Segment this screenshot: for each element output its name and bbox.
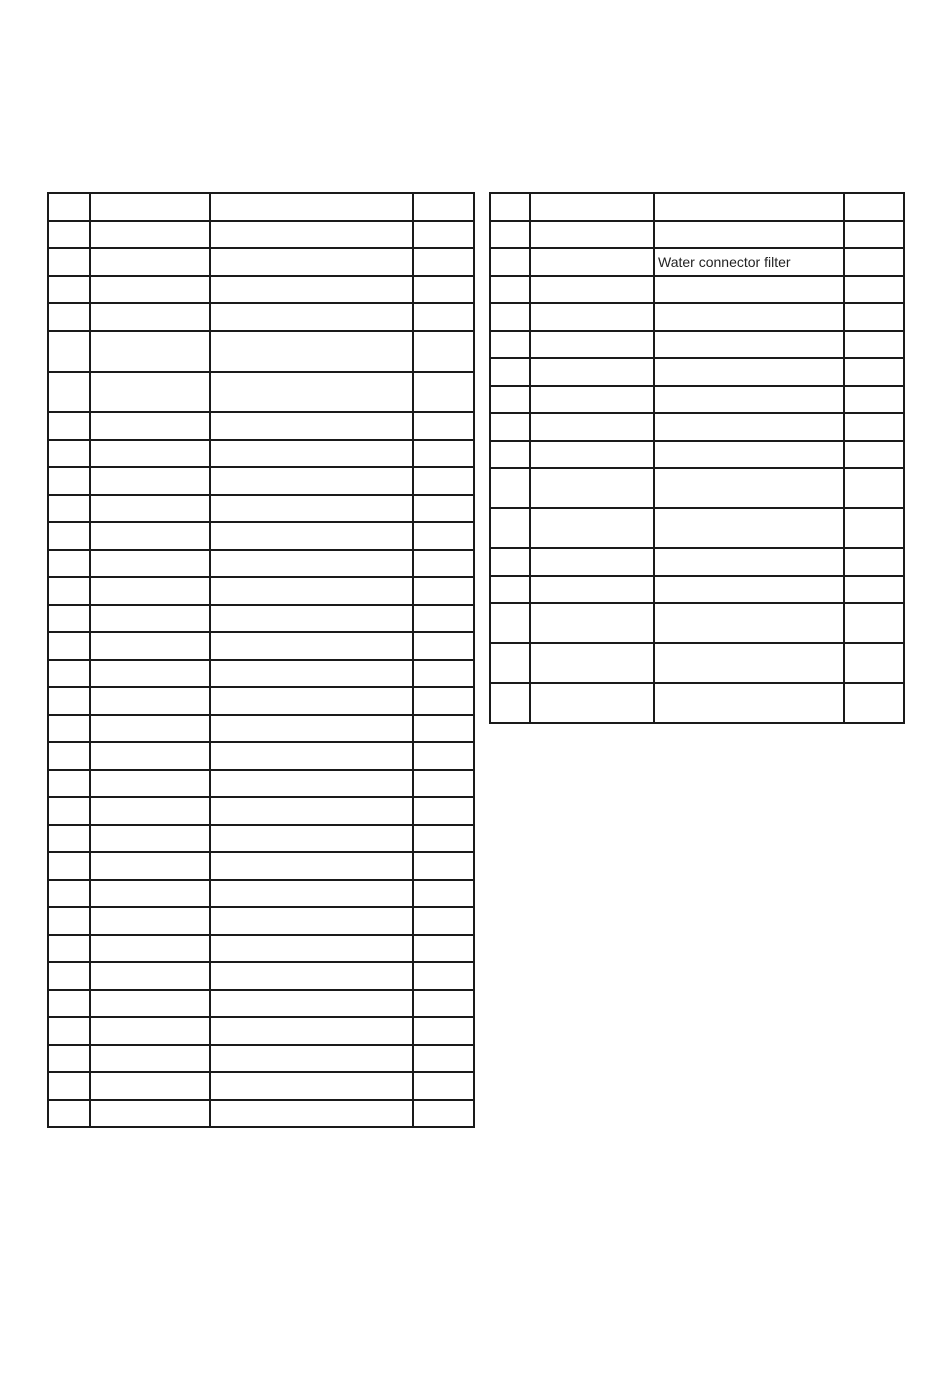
- item-no-cell: [490, 221, 530, 248]
- description-cell: [654, 386, 844, 413]
- item-no-cell: [48, 990, 90, 1017]
- quantity-cell: [844, 358, 904, 386]
- part-code-cell: [90, 825, 210, 852]
- part-code-cell: [530, 331, 654, 358]
- quantity-cell: [844, 413, 904, 441]
- description-cell: [654, 548, 844, 576]
- part-code-cell: [530, 193, 654, 221]
- quantity-cell: [413, 248, 474, 276]
- item-no-cell: [490, 386, 530, 413]
- quantity-cell: [413, 1072, 474, 1100]
- description-cell: [210, 221, 413, 248]
- item-no-cell: [48, 221, 90, 248]
- table-row: [48, 495, 474, 522]
- part-code-cell: [530, 508, 654, 548]
- description-cell: [210, 522, 413, 550]
- item-no-cell: [48, 440, 90, 467]
- quantity-cell: [413, 1100, 474, 1127]
- part-code-cell: [90, 467, 210, 495]
- part-code-cell: [90, 372, 210, 412]
- table-row: [490, 303, 904, 331]
- part-code-cell: [90, 907, 210, 935]
- description-cell: [210, 962, 413, 990]
- table-row: [490, 441, 904, 468]
- quantity-cell: [413, 687, 474, 715]
- item-no-cell: [490, 683, 530, 723]
- description-cell: [210, 440, 413, 467]
- description-cell: [210, 1017, 413, 1045]
- description-cell: [210, 412, 413, 440]
- table-row: [490, 468, 904, 508]
- table-row: [48, 770, 474, 797]
- description-cell: [654, 276, 844, 303]
- description-cell: [210, 880, 413, 907]
- quantity-cell: [844, 303, 904, 331]
- item-no-cell: [48, 577, 90, 605]
- item-no-cell: [48, 331, 90, 372]
- description-cell: [654, 413, 844, 441]
- description-cell: [210, 550, 413, 577]
- quantity-cell: [413, 303, 474, 331]
- table-row: [48, 550, 474, 577]
- description-cell: [210, 248, 413, 276]
- part-code-cell: [90, 660, 210, 687]
- quantity-cell: [413, 742, 474, 770]
- table-row: [490, 386, 904, 413]
- part-code-cell: [90, 1017, 210, 1045]
- item-no-cell: [48, 1072, 90, 1100]
- part-code-cell: [90, 331, 210, 372]
- table-row: [48, 467, 474, 495]
- part-code-cell: [90, 248, 210, 276]
- description-cell: [210, 935, 413, 962]
- part-code-cell: [530, 548, 654, 576]
- table-row: [490, 248, 904, 276]
- table-row: [48, 193, 474, 221]
- description-cell: [210, 276, 413, 303]
- description-cell: [210, 372, 413, 412]
- quantity-cell: [413, 331, 474, 372]
- table-row: [490, 193, 904, 221]
- quantity-cell: [844, 441, 904, 468]
- quantity-cell: [413, 495, 474, 522]
- item-no-cell: [490, 603, 530, 643]
- part-code-cell: [530, 468, 654, 508]
- description-cell: [210, 1100, 413, 1127]
- description-cell: [210, 687, 413, 715]
- item-no-cell: [490, 548, 530, 576]
- item-no-cell: [48, 935, 90, 962]
- quantity-cell: [844, 548, 904, 576]
- part-code-cell: [90, 605, 210, 632]
- item-no-cell: [490, 508, 530, 548]
- part-code-cell: [530, 303, 654, 331]
- item-no-cell: [490, 276, 530, 303]
- quantity-cell: [844, 331, 904, 358]
- table-row: [490, 331, 904, 358]
- quantity-cell: [844, 248, 904, 276]
- item-no-cell: [490, 643, 530, 683]
- part-code-cell: [90, 770, 210, 797]
- item-no-cell: [48, 770, 90, 797]
- part-code-cell: [90, 522, 210, 550]
- item-no-cell: [48, 1045, 90, 1072]
- table-row: [48, 522, 474, 550]
- description-cell: [654, 603, 844, 643]
- item-no-cell: [490, 468, 530, 508]
- table-row: [48, 221, 474, 248]
- item-no-cell: [490, 576, 530, 603]
- quantity-cell: [844, 193, 904, 221]
- quantity-cell: [413, 1045, 474, 1072]
- table-row: [48, 632, 474, 660]
- item-no-cell: [48, 687, 90, 715]
- item-no-cell: [48, 372, 90, 412]
- table-row: [490, 683, 904, 723]
- table-row: [490, 358, 904, 386]
- description-cell: [210, 577, 413, 605]
- table-row: [490, 508, 904, 548]
- quantity-cell: [413, 825, 474, 852]
- description-cell: [210, 193, 413, 221]
- description-cell: [654, 576, 844, 603]
- description-cell: [654, 221, 844, 248]
- item-no-cell: [48, 303, 90, 331]
- part-code-cell: [90, 632, 210, 660]
- description-cell: [210, 303, 413, 331]
- table-row: [48, 248, 474, 276]
- table-row: [48, 1072, 474, 1100]
- table-row: [48, 303, 474, 331]
- table-row: [48, 715, 474, 742]
- item-no-cell: [48, 907, 90, 935]
- part-code-cell: [90, 440, 210, 467]
- table-row: [48, 742, 474, 770]
- table-row: [490, 548, 904, 576]
- table-row: [48, 880, 474, 907]
- quantity-cell: [413, 632, 474, 660]
- part-code-cell: [90, 797, 210, 825]
- description-cell: [210, 660, 413, 687]
- part-code-cell: [530, 643, 654, 683]
- table-row: [490, 576, 904, 603]
- item-no-cell: [48, 1017, 90, 1045]
- part-code-cell: [90, 880, 210, 907]
- item-no-cell: [48, 412, 90, 440]
- description-cell: [654, 358, 844, 386]
- table-row: [48, 440, 474, 467]
- table-row: [490, 276, 904, 303]
- item-no-cell: [48, 880, 90, 907]
- part-code-cell: [90, 276, 210, 303]
- description-cell: [654, 508, 844, 548]
- part-code-cell: [90, 1072, 210, 1100]
- quantity-cell: [844, 468, 904, 508]
- part-code-cell: [530, 603, 654, 643]
- description-cell: [210, 632, 413, 660]
- part-code-cell: [530, 221, 654, 248]
- item-no-cell: [48, 1100, 90, 1127]
- quantity-cell: [413, 412, 474, 440]
- quantity-cell: [413, 372, 474, 412]
- description-cell: [654, 193, 844, 221]
- parts-table-right: [489, 192, 905, 724]
- table-row: [490, 643, 904, 683]
- part-code-cell: [90, 715, 210, 742]
- table-row: [48, 1100, 474, 1127]
- part-code-cell: [90, 962, 210, 990]
- item-no-cell: [490, 441, 530, 468]
- item-no-cell: [490, 303, 530, 331]
- table-row: [48, 660, 474, 687]
- table-row: [48, 990, 474, 1017]
- quantity-cell: [413, 770, 474, 797]
- description-cell: [210, 825, 413, 852]
- description-cell: [210, 1045, 413, 1072]
- part-code-cell: [530, 358, 654, 386]
- description-cell: [654, 441, 844, 468]
- part-code-cell: [90, 990, 210, 1017]
- quantity-cell: [413, 990, 474, 1017]
- quantity-cell: [413, 193, 474, 221]
- item-no-cell: [490, 248, 530, 276]
- quantity-cell: [413, 935, 474, 962]
- quantity-cell: [844, 221, 904, 248]
- description-cell: [210, 605, 413, 632]
- quantity-cell: [844, 276, 904, 303]
- table-row: [48, 1017, 474, 1045]
- description-cell: Water connector filter: [654, 248, 844, 276]
- item-no-cell: [48, 550, 90, 577]
- table-row: [48, 577, 474, 605]
- part-code-cell: [530, 386, 654, 413]
- item-no-cell: [490, 358, 530, 386]
- quantity-cell: [413, 907, 474, 935]
- item-no-cell: [48, 660, 90, 687]
- quantity-cell: [413, 577, 474, 605]
- part-code-cell: [530, 276, 654, 303]
- item-no-cell: [48, 962, 90, 990]
- item-no-cell: [48, 632, 90, 660]
- quantity-cell: [413, 1017, 474, 1045]
- part-code-cell: [90, 1100, 210, 1127]
- part-code-cell: [90, 303, 210, 331]
- table-row: [48, 962, 474, 990]
- quantity-cell: [413, 605, 474, 632]
- table-row: [48, 935, 474, 962]
- description-cell: [210, 331, 413, 372]
- part-code-cell: [90, 193, 210, 221]
- part-code-cell: [90, 1045, 210, 1072]
- part-code-cell: [90, 935, 210, 962]
- item-no-cell: [48, 742, 90, 770]
- description-cell: [210, 495, 413, 522]
- description-cell: [210, 467, 413, 495]
- table-row: [48, 331, 474, 372]
- table-row: [48, 372, 474, 412]
- part-code-cell: [530, 576, 654, 603]
- quantity-cell: [413, 660, 474, 687]
- table-row: [48, 276, 474, 303]
- item-no-cell: [48, 276, 90, 303]
- description-cell: [654, 331, 844, 358]
- part-code-cell: [90, 412, 210, 440]
- quantity-cell: [413, 467, 474, 495]
- item-no-cell: [48, 522, 90, 550]
- table-row: [48, 907, 474, 935]
- item-no-cell: [48, 797, 90, 825]
- quantity-cell: [844, 576, 904, 603]
- description-cell: [210, 797, 413, 825]
- quantity-cell: [413, 550, 474, 577]
- part-code-cell: [90, 742, 210, 770]
- item-no-cell: [48, 715, 90, 742]
- part-code-cell: [90, 577, 210, 605]
- quantity-cell: [413, 221, 474, 248]
- quantity-cell: [844, 508, 904, 548]
- part-code-cell: [90, 495, 210, 522]
- description-cell: [210, 1072, 413, 1100]
- part-code-cell: [90, 221, 210, 248]
- quantity-cell: [413, 522, 474, 550]
- table-row: [48, 605, 474, 632]
- table-row: [48, 797, 474, 825]
- table-row: [48, 687, 474, 715]
- item-no-cell: [490, 331, 530, 358]
- item-no-cell: [48, 248, 90, 276]
- quantity-cell: [413, 880, 474, 907]
- quantity-cell: [413, 852, 474, 880]
- description-cell: [210, 852, 413, 880]
- table-row: [48, 852, 474, 880]
- description-cell: [654, 468, 844, 508]
- table-row: [490, 413, 904, 441]
- item-no-cell: [48, 852, 90, 880]
- quantity-cell: [413, 276, 474, 303]
- part-code-cell: [90, 550, 210, 577]
- part-code-cell: [530, 683, 654, 723]
- quantity-cell: [844, 683, 904, 723]
- table-row: [490, 603, 904, 643]
- description-cell: [654, 303, 844, 331]
- part-code-cell: [90, 687, 210, 715]
- description-cell: [210, 907, 413, 935]
- item-no-cell: [48, 193, 90, 221]
- item-no-cell: [48, 605, 90, 632]
- quantity-cell: [844, 603, 904, 643]
- item-no-cell: [490, 413, 530, 441]
- part-code-cell: [530, 441, 654, 468]
- description-cell: [210, 770, 413, 797]
- table-row: [48, 412, 474, 440]
- table-row: [48, 825, 474, 852]
- item-no-cell: [48, 825, 90, 852]
- quantity-cell: [413, 962, 474, 990]
- description-cell: [210, 742, 413, 770]
- item-no-cell: [490, 193, 530, 221]
- table-row: [48, 1045, 474, 1072]
- part-code-cell: [90, 852, 210, 880]
- quantity-cell: [844, 643, 904, 683]
- description-cell: [654, 643, 844, 683]
- description-cell: [210, 990, 413, 1017]
- part-code-cell: [530, 248, 654, 276]
- quantity-cell: [844, 386, 904, 413]
- description-cell: [210, 715, 413, 742]
- parts-table-left: [47, 192, 475, 1128]
- description-cell: [654, 683, 844, 723]
- item-no-cell: [48, 495, 90, 522]
- item-no-cell: [48, 467, 90, 495]
- quantity-cell: [413, 797, 474, 825]
- table-row: [490, 221, 904, 248]
- quantity-cell: [413, 440, 474, 467]
- part-code-cell: [530, 413, 654, 441]
- quantity-cell: [413, 715, 474, 742]
